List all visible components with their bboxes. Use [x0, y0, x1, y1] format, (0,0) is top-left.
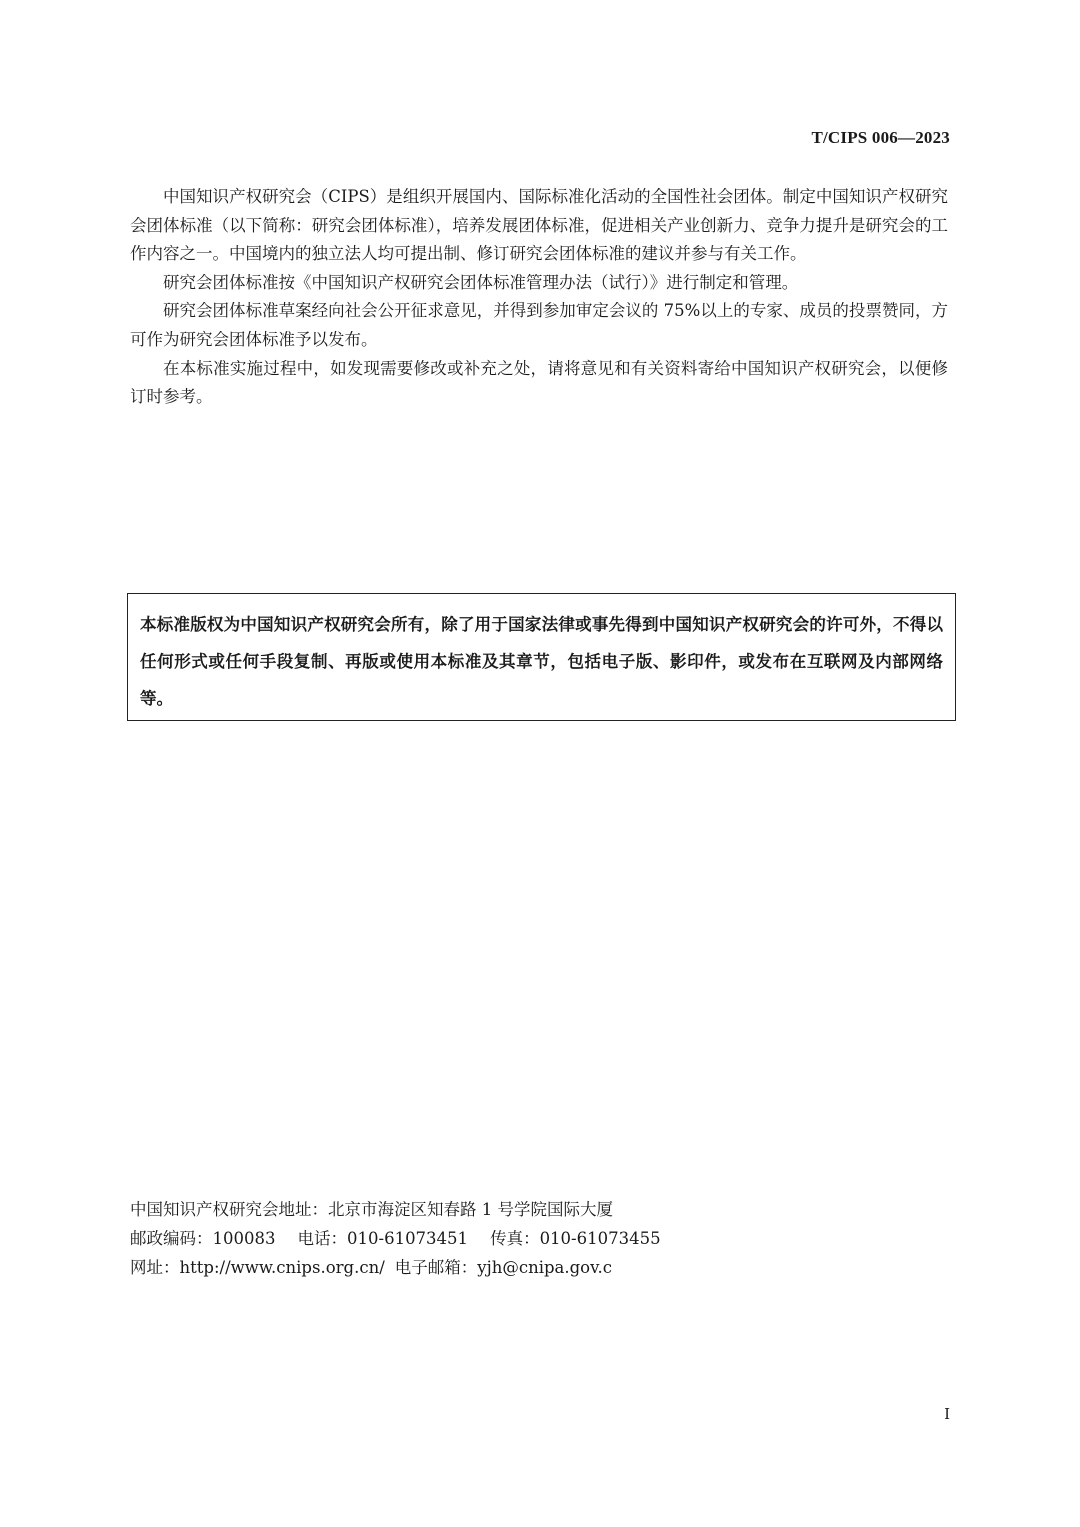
contact-phone: 电话：010-61073451: [297, 1229, 469, 1248]
contact-line-2: [130, 1224, 661, 1253]
foreword-paragraph: 研究会团体标准按《中国知识产权研究会团体标准管理办法（试行）》进行制定和管理。: [163, 272, 799, 292]
contact-info: [130, 1195, 661, 1282]
page-number: I: [944, 1405, 950, 1423]
foreword-paragraph: 研究会团体标准草案经向社会公开征求意见，并得到参加审定会议的 75%以上的专家、成员的投票赞同，方可作为研究会团体标准予以发布。: [130, 301, 948, 349]
copyright-notice-box: [127, 593, 956, 721]
contact-email: 电子邮箱：yjh@cnipa.gov.c: [394, 1258, 612, 1277]
foreword-section: [130, 183, 948, 412]
contact-address: 中国知识产权研究会地址：北京市海淀区知春路 1 号学院国际大厦: [130, 1200, 613, 1219]
document-code: T/CIPS 006—2023: [811, 128, 950, 147]
foreword-paragraph: 中国知识产权研究会（CIPS）是组织开展国内、国际标准化活动的全国性社会团体。制定中国知识产权研究会团体标准（以下简称：研究会团体标准），培养发展团体标准，促进相关产业创新力、竞争力提升是研究会的工作内容之一。中国境内的独立法人均可提出制、修订研究会团体标准的建议并参与有关工作。: [130, 187, 948, 264]
contact-website: 网址：http://www.cnips.org.cn/: [130, 1258, 385, 1277]
copyright-notice-text: 本标准版权为中国知识产权研究会所有，除了用于国家法律或事先得到中国知识产权研究会的许可外，不得以任何形式或任何手段复制、再版或使用本标准及其章节，包括电子版、影印件，或发布在互联网及内部网络等。: [140, 615, 943, 708]
contact-postcode: 邮政编码：100083: [130, 1229, 276, 1248]
foreword-paragraph: 在本标准实施过程中，如发现需要修改或补充之处，请将意见和有关资料寄给中国知识产权研究会，以便修订时参考。: [130, 358, 948, 407]
contact-fax: 传真：010-61073455: [490, 1229, 661, 1248]
contact-line-3: [130, 1253, 661, 1282]
